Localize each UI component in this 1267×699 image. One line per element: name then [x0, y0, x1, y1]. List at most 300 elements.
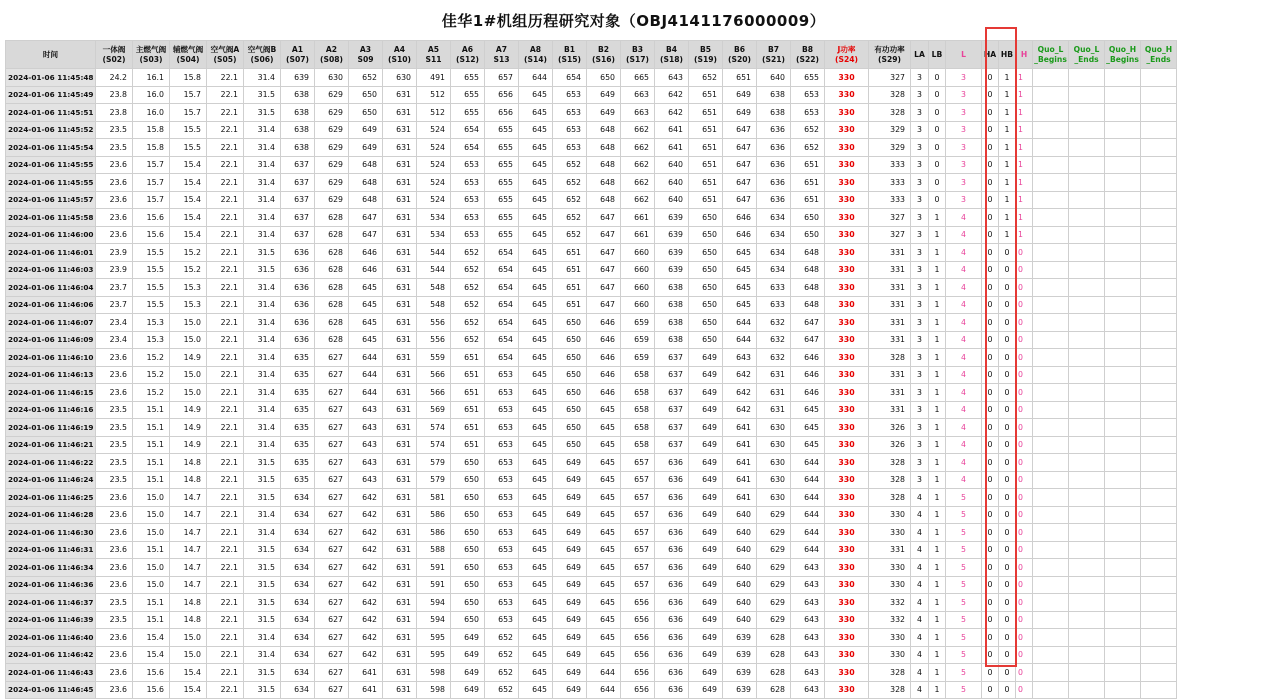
table-cell: 627	[315, 384, 349, 402]
column-header-label: Quo_H	[1108, 44, 1137, 54]
table-row	[6, 401, 1177, 419]
table-cell: 650	[553, 314, 587, 332]
table-cell	[1141, 279, 1177, 297]
column-header[interactable]	[519, 41, 553, 69]
table-cell: 645	[587, 506, 621, 524]
table-cell: 31.4	[244, 436, 281, 454]
table-cell: 31.4	[244, 296, 281, 314]
table-cell	[1141, 681, 1177, 699]
table-cell: 15.4	[170, 174, 207, 192]
table-cell: 646	[587, 314, 621, 332]
table-cell	[1105, 261, 1141, 279]
table-row	[6, 209, 1177, 227]
table-cell: 631	[383, 629, 417, 647]
table-cell: 3	[946, 69, 982, 87]
table-cell: 332	[869, 594, 911, 612]
table-cell: 23.5	[96, 611, 133, 629]
table-cell: 637	[281, 209, 315, 227]
table-cell: 331	[869, 279, 911, 297]
table-cell: 31.4	[244, 419, 281, 437]
table-cell: 333	[869, 174, 911, 192]
column-header[interactable]	[207, 41, 244, 69]
table-cell: 643	[655, 69, 689, 87]
table-cell: 657	[621, 541, 655, 559]
table-cell: 631	[383, 156, 417, 174]
column-header[interactable]	[791, 41, 825, 69]
column-header[interactable]	[929, 41, 946, 69]
table-cell: 652	[485, 664, 519, 682]
table-cell	[1033, 419, 1069, 437]
table-cell: 22.1	[207, 576, 244, 594]
table-cell: 330	[825, 174, 869, 192]
table-cell	[1033, 244, 1069, 262]
column-header-sublabel: _Ends	[1146, 54, 1171, 64]
table-cell: 649	[689, 664, 723, 682]
column-header[interactable]	[315, 41, 349, 69]
table-cell	[1141, 209, 1177, 227]
table-cell: 4	[911, 541, 929, 559]
table-cell: 651	[451, 366, 485, 384]
table-cell: 656	[485, 86, 519, 104]
table-cell: 0	[1016, 349, 1033, 367]
table-cell: 1	[929, 436, 946, 454]
table-cell: 645	[519, 366, 553, 384]
table-cell: 23.6	[96, 629, 133, 647]
table-cell: 645	[519, 384, 553, 402]
column-header[interactable]	[244, 41, 281, 69]
table-cell: 659	[621, 314, 655, 332]
table-row	[6, 576, 1177, 594]
table-cell: 331	[869, 244, 911, 262]
table-cell: 15.5	[133, 279, 170, 297]
table-cell: 634	[281, 594, 315, 612]
table-cell	[1141, 366, 1177, 384]
table-cell: 31.4	[244, 384, 281, 402]
table-cell: 330	[825, 681, 869, 699]
table-cell: 643	[791, 611, 825, 629]
table-row	[6, 69, 1177, 87]
table-cell: 636	[655, 629, 689, 647]
table-cell: 631	[383, 576, 417, 594]
column-header[interactable]	[553, 41, 587, 69]
table-cell: 31.5	[244, 559, 281, 577]
table-cell: 629	[757, 576, 791, 594]
table-cell: 649	[689, 471, 723, 489]
table-cell: 0	[929, 174, 946, 192]
table-cell: 661	[621, 209, 655, 227]
column-header[interactable]	[999, 41, 1016, 69]
column-header[interactable]	[946, 41, 982, 69]
table-cell: 0	[1016, 664, 1033, 682]
table-cell: 653	[553, 86, 587, 104]
table-cell: 330	[825, 121, 869, 139]
column-header[interactable]	[1141, 41, 1177, 69]
table-cell: 0	[1016, 314, 1033, 332]
table-cell: 1	[999, 121, 1016, 139]
table-cell: 330	[825, 314, 869, 332]
timestamp-cell: 2024-01-06 11:46:42	[6, 646, 96, 664]
table-cell: 652	[485, 646, 519, 664]
table-cell: 645	[587, 611, 621, 629]
table-cell: 0	[982, 594, 999, 612]
table-cell: 662	[621, 174, 655, 192]
table-cell: 23.6	[96, 506, 133, 524]
table-cell: 636	[655, 681, 689, 699]
table-row	[6, 314, 1177, 332]
table-cell: 330	[825, 559, 869, 577]
column-header[interactable]	[1033, 41, 1069, 69]
table-cell: 646	[791, 366, 825, 384]
table-cell: 0	[1016, 419, 1033, 437]
table-cell: 630	[757, 436, 791, 454]
table-cell: 3	[911, 296, 929, 314]
table-cell: 0	[982, 436, 999, 454]
table-cell: 646	[791, 384, 825, 402]
table-cell: 648	[587, 121, 621, 139]
table-cell: 645	[723, 261, 757, 279]
table-cell: 627	[315, 454, 349, 472]
table-cell: 0	[1016, 524, 1033, 542]
table-cell: 653	[485, 471, 519, 489]
table-cell: 31.5	[244, 86, 281, 104]
timestamp-cell: 2024-01-06 11:45:57	[6, 191, 96, 209]
column-header-label: Quo_L	[1073, 44, 1100, 54]
table-cell: 649	[689, 489, 723, 507]
table-cell: 645	[349, 314, 383, 332]
table-cell	[1069, 279, 1105, 297]
table-cell: 630	[383, 69, 417, 87]
table-cell: 645	[519, 209, 553, 227]
table-cell: 22.1	[207, 209, 244, 227]
table-cell: 645	[349, 331, 383, 349]
column-header[interactable]	[1016, 41, 1033, 69]
table-cell: 15.3	[170, 279, 207, 297]
table-cell	[1069, 349, 1105, 367]
column-header[interactable]	[911, 41, 929, 69]
table-cell: 632	[757, 314, 791, 332]
table-cell: 631	[383, 139, 417, 157]
table-cell: 23.5	[96, 401, 133, 419]
table-row	[6, 279, 1177, 297]
table-cell: 659	[621, 349, 655, 367]
table-row	[6, 611, 1177, 629]
table-cell: 655	[451, 69, 485, 87]
table-cell: 654	[485, 296, 519, 314]
table-cell: 653	[485, 576, 519, 594]
column-header[interactable]	[621, 41, 655, 69]
table-cell: 634	[757, 209, 791, 227]
table-cell: 4	[946, 366, 982, 384]
column-header[interactable]	[133, 41, 170, 69]
table-cell: 630	[757, 454, 791, 472]
table-cell	[1069, 331, 1105, 349]
table-cell: 0	[982, 419, 999, 437]
table-cell: 22.1	[207, 121, 244, 139]
table-cell: 544	[417, 244, 451, 262]
table-cell: 647	[587, 279, 621, 297]
table-cell: 631	[383, 244, 417, 262]
table-cell: 642	[349, 646, 383, 664]
table-cell: 644	[519, 69, 553, 87]
table-cell: 645	[519, 191, 553, 209]
table-cell: 1	[929, 244, 946, 262]
column-header[interactable]	[689, 41, 723, 69]
table-cell: 591	[417, 559, 451, 577]
table-cell	[1069, 156, 1105, 174]
table-cell: 24.2	[96, 69, 133, 87]
table-cell: 22.1	[207, 261, 244, 279]
table-cell: 631	[383, 86, 417, 104]
table-cell: 0	[982, 471, 999, 489]
table-cell: 333	[869, 191, 911, 209]
table-cell: 650	[553, 436, 587, 454]
table-cell: 1	[999, 104, 1016, 122]
table-cell: 15.0	[170, 314, 207, 332]
table-cell: 647	[587, 261, 621, 279]
table-cell: 651	[451, 384, 485, 402]
table-cell: 23.6	[96, 156, 133, 174]
table-cell: 5	[946, 489, 982, 507]
table-cell: 15.8	[133, 121, 170, 139]
table-cell: 5	[946, 646, 982, 664]
column-header-label: H	[1020, 49, 1028, 59]
table-cell: 653	[553, 139, 587, 157]
table-cell: 22.1	[207, 86, 244, 104]
table-cell: 0	[982, 296, 999, 314]
table-cell: 636	[281, 261, 315, 279]
table-cell: 645	[519, 436, 553, 454]
table-cell: 0	[999, 436, 1016, 454]
table-cell: 628	[757, 681, 791, 699]
table-cell: 649	[689, 384, 723, 402]
table-cell: 636	[655, 664, 689, 682]
table-cell: 650	[689, 209, 723, 227]
table-row	[6, 506, 1177, 524]
column-header[interactable]	[587, 41, 621, 69]
table-cell: 627	[315, 436, 349, 454]
table-cell: 3	[911, 331, 929, 349]
table-cell: 636	[281, 279, 315, 297]
table-cell: 31.4	[244, 174, 281, 192]
table-cell: 31.5	[244, 576, 281, 594]
table-cell: 641	[723, 454, 757, 472]
table-cell	[1069, 261, 1105, 279]
column-header-sublabel: (S06)	[250, 54, 274, 64]
table-cell: 645	[587, 646, 621, 664]
table-cell: 653	[485, 524, 519, 542]
table-cell: 15.7	[170, 86, 207, 104]
table-cell: 15.2	[170, 244, 207, 262]
table-cell: 326	[869, 419, 911, 437]
table-cell: 645	[519, 471, 553, 489]
table-cell: 332	[869, 611, 911, 629]
table-cell: 15.7	[133, 191, 170, 209]
column-header-label: B6	[733, 44, 746, 54]
table-cell: 643	[791, 594, 825, 612]
table-cell: 14.7	[170, 576, 207, 594]
table-cell: 15.2	[170, 261, 207, 279]
table-cell: 1	[929, 349, 946, 367]
table-cell: 22.1	[207, 681, 244, 699]
column-header-sublabel: (S18)	[660, 54, 683, 64]
table-cell: 636	[757, 139, 791, 157]
table-cell: 4	[946, 209, 982, 227]
table-cell: 0	[982, 121, 999, 139]
table-cell: 630	[757, 471, 791, 489]
table-cell	[1033, 331, 1069, 349]
table-cell: 650	[587, 69, 621, 87]
table-cell: 1	[1016, 69, 1033, 87]
table-cell: 638	[655, 314, 689, 332]
table-cell: 0	[982, 559, 999, 577]
table-cell: 645	[587, 471, 621, 489]
column-header[interactable]	[170, 41, 207, 69]
table-cell: 631	[757, 384, 791, 402]
table-cell: 663	[621, 104, 655, 122]
table-cell: 631	[383, 174, 417, 192]
table-cell: 15.1	[133, 401, 170, 419]
table-cell: 650	[553, 366, 587, 384]
table-cell: 3	[946, 86, 982, 104]
table-cell	[1069, 576, 1105, 594]
column-header-sublabel: (S07)	[286, 54, 309, 64]
table-cell: 645	[723, 244, 757, 262]
table-cell: 637	[281, 191, 315, 209]
table-cell: 634	[281, 664, 315, 682]
table-cell: 652	[451, 296, 485, 314]
table-cell: 4	[946, 454, 982, 472]
table-cell: 636	[757, 156, 791, 174]
table-cell: 3	[911, 471, 929, 489]
table-cell: 4	[946, 349, 982, 367]
table-cell: 534	[417, 209, 451, 227]
column-header[interactable]	[451, 41, 485, 69]
table-cell: 653	[451, 174, 485, 192]
table-cell: 643	[349, 454, 383, 472]
table-cell: 0	[982, 86, 999, 104]
table-cell: 647	[723, 191, 757, 209]
column-header[interactable]	[869, 41, 911, 69]
column-header[interactable]	[1069, 41, 1105, 69]
table-cell: 649	[349, 121, 383, 139]
column-header-label: A1	[291, 44, 304, 54]
table-cell: 653	[553, 104, 587, 122]
table-cell: 4	[946, 279, 982, 297]
table-cell: 654	[451, 139, 485, 157]
table-cell: 650	[349, 104, 383, 122]
column-header[interactable]	[825, 41, 869, 69]
column-header[interactable]	[383, 41, 417, 69]
table-cell: 637	[655, 384, 689, 402]
column-header[interactable]	[281, 41, 315, 69]
column-header-sublabel: (S05)	[213, 54, 237, 64]
table-cell: 646	[587, 366, 621, 384]
table-cell: 0	[999, 576, 1016, 594]
table-cell: 1	[999, 191, 1016, 209]
column-header-label: 空气阀B	[247, 44, 277, 54]
table-cell: 635	[281, 349, 315, 367]
column-header[interactable]	[349, 41, 383, 69]
table-cell	[1069, 506, 1105, 524]
table-cell: 15.5	[170, 139, 207, 157]
table-cell: 0	[1016, 576, 1033, 594]
table-cell: 23.7	[96, 279, 133, 297]
table-cell: 631	[383, 524, 417, 542]
table-cell: 639	[723, 664, 757, 682]
table-cell: 644	[349, 384, 383, 402]
table-cell: 330	[825, 436, 869, 454]
table-cell: 0	[1016, 244, 1033, 262]
column-header[interactable]	[96, 41, 133, 69]
table-cell: 627	[315, 419, 349, 437]
table-cell: 642	[349, 524, 383, 542]
table-row	[6, 191, 1177, 209]
table-cell: 637	[655, 419, 689, 437]
table-cell: 644	[791, 454, 825, 472]
column-header[interactable]	[723, 41, 757, 69]
table-cell: 656	[485, 104, 519, 122]
column-header[interactable]	[655, 41, 689, 69]
table-cell: 15.6	[133, 664, 170, 682]
table-cell: 22.1	[207, 244, 244, 262]
table-cell: 645	[587, 436, 621, 454]
table-cell: 330	[825, 629, 869, 647]
table-cell: 642	[349, 594, 383, 612]
column-header-label: B7	[767, 44, 780, 54]
table-cell: 639	[723, 681, 757, 699]
table-cell: 31.5	[244, 454, 281, 472]
table-cell	[1105, 401, 1141, 419]
column-header[interactable]	[757, 41, 791, 69]
table-cell: 642	[723, 384, 757, 402]
table-cell: 652	[485, 681, 519, 699]
table-cell: 649	[689, 419, 723, 437]
column-header[interactable]	[982, 41, 999, 69]
table-cell: 23.5	[96, 436, 133, 454]
table-row	[6, 419, 1177, 437]
table-cell: 15.4	[170, 664, 207, 682]
table-cell	[1069, 419, 1105, 437]
column-header[interactable]	[485, 41, 519, 69]
table-cell: 0	[982, 646, 999, 664]
table-cell: 3	[911, 209, 929, 227]
table-cell: 650	[689, 244, 723, 262]
column-header-label: Quo_H	[1144, 44, 1173, 54]
column-header[interactable]	[1105, 41, 1141, 69]
column-header[interactable]	[6, 41, 96, 69]
table-cell: 4	[911, 664, 929, 682]
table-cell: 640	[723, 594, 757, 612]
column-header-label: B5	[699, 44, 712, 54]
table-cell	[1105, 576, 1141, 594]
table-cell: 0	[999, 611, 1016, 629]
table-cell: 0	[982, 349, 999, 367]
table-cell: 1	[929, 646, 946, 664]
table-cell	[1069, 471, 1105, 489]
table-cell: 0	[999, 279, 1016, 297]
table-cell: 22.1	[207, 454, 244, 472]
column-header-sublabel: (S08)	[320, 54, 343, 64]
table-cell: 14.8	[170, 471, 207, 489]
timestamp-cell: 2024-01-06 11:46:31	[6, 541, 96, 559]
table-cell: 638	[757, 104, 791, 122]
column-header-label: B1	[563, 44, 576, 54]
column-header[interactable]	[417, 41, 451, 69]
table-cell: 657	[621, 454, 655, 472]
table-cell: 5	[946, 524, 982, 542]
table-cell	[1033, 664, 1069, 682]
table-cell: 0	[982, 506, 999, 524]
